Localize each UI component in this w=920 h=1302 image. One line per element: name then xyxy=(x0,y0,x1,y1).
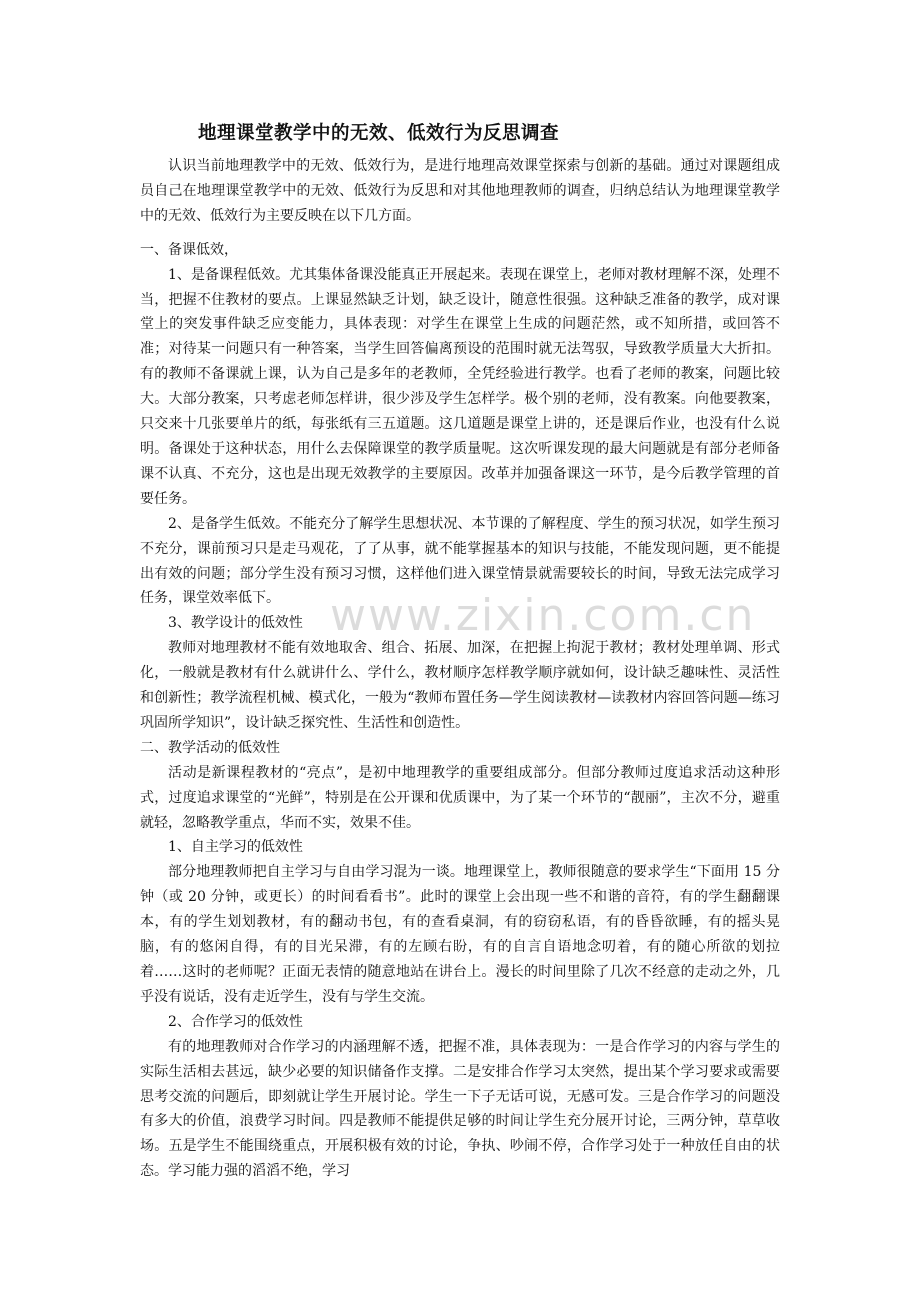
paragraph: 有的地理教师对合作学习的内涵理解不透，把握不准，具体表现为：一是合作学习的内容与学生的实际生活相去甚远，缺少必要的知识储备作支撑。二是安排合作学习太突然，提出某个学习要求或需要思考交流的问题后，即刻就让学生开展讨论。学生一下子无话可说，无感可发。三是合作学习的问题没有多大的价值，浪费学习时间。四是教师不能提供足够的时间让学生充分展开讨论，三两分钟，草草收场。五是学生不能围绕重点，开展积极有效的讨论，争执、吵闹不停，合作学习处于一种放任自由的状态。学习能力强的滔滔不绝，学习 xyxy=(140,1038,780,1180)
paragraph: 2、是备学生低效。不能充分了解学生思想状况、本节课的了解程度、学生的预习状况，如学生预习不充分，课前预习只是走马观花，了了从事，就不能掌握基本的知识与技能，不能发现问题，更不能提出有效的问题；部分学生没有预习习惯，这样他们进入课堂情景就需要较长的时间，导致无法完成学习任务，课堂效率低下。 xyxy=(140,515,780,607)
paragraph: 3、教学设计的低效性 xyxy=(168,615,303,632)
paragraph: 一、备课低效， xyxy=(140,241,238,258)
paragraph: 1、自主学习的低效性 xyxy=(168,839,303,856)
paragraph: 部分地理教师把自主学习与自由学习混为一谈。地理课堂上，教师很随意的要求学生“下面用 15 分钟（或 20 分钟，或更长）的时间看看书”。此时的课堂上会出现一些不和谐的音符，有的学生翻翻课本，有的学生划划教材，有的翻动书包，有的查看桌洞，有的窃窃私语，有的昏昏欲睡，有的摇头晃脑，有的悠闲自得，有的目光呆滞，有的左顾右盼，有的自言自语地念叨着，有的随心所欲的划拉着……这时的老师呢？正面无表情的随意地站在讲台上。漫长的时间里除了几次不经意的走动之外，几乎没有说话，没有走近学生，没有与学生交流。 xyxy=(140,864,780,1005)
paragraph: 2、合作学习的低效性 xyxy=(168,1013,303,1030)
document-page xyxy=(140,120,780,1184)
paragraph: 1、是备课程低效。尤其集体备课没能真正开展起来。表现在课堂上，老师对教材理解不深，处理不当，把握不住教材的要点。上课显然缺乏计划，缺乏设计，随意性很强。这种缺乏准备的教学，成对课堂上的突发事件缺乏应变能力，具体表现：对学生在课堂上生成的问题茫然，或不知所措，或回答不准；对待某一问题只有一种答案，当学生回答偏离预设的范围时就无法驾驭，导致教学质量大大折扣。有的教师不备课就上课，认为自己是多年的老教师，全凭经验进行教学。也看了老师的教案，问题比较大。大部分教案，只考虑老师怎样讲，很少涉及学生怎样学。极个别的老师，没有教案。向他要教案，只交来十几张要单片的纸，每张纸有三五道题。这几道题是课堂上讲的，还是课后作业，也没有什么说明。备课处于这种状态，用什么去保障课堂的教学质量呢。这次听课发现的最大问题就是有部分老师备课不认真、不充分，这也是出现无效教学的主要原因。改革并加强备课这一环节，是今后教学管理的首要任务。 xyxy=(140,266,780,507)
paragraph: 教师对地理教材不能有效地取舍、组合、拓展、加深，在把握上拘泥于教材；教材处理单调、形式化，一般就是教材有什么就讲什么、学什么，教材顺序怎样教学顺序就如何，设计缺乏趣味性、灵活性和创新性；教学流程机械、模式化，一般为“教师布置任务—学生阅读教材—读教材内容回答问题—练习巩固所学知识”，设计缺乏探究性、生活性和创造性。 xyxy=(140,640,780,731)
watermark: www.zixin.com.cn xyxy=(330,590,756,641)
paragraph: 活动是新课程教材的“亮点”，是初中地理教学的重要组成部分。但部分教师过度追求活动这种形式，过度追求课堂的“光鲜”，特别是在公开课和优质课中，为了某一个环节的“靓丽”，主次不分，避重就轻，忽略教学重点，华而不实，效果不佳。 xyxy=(140,764,780,831)
document-title: 地理课堂教学中的无效、低效行为反思调查 xyxy=(198,123,560,144)
paragraph: 二、教学活动的低效性 xyxy=(140,739,280,756)
paragraph: 认识当前地理教学中的无效、低效行为，是进行地理高效课堂探索与创新的基础。通过对课题组成员自己在地理课堂教学中的无效、低效行为反思和对其他地理教师的调查，归纳总结认为地理课堂教学中的无效、低效行为主要反映在以下几方面。 xyxy=(140,158,780,224)
document-body xyxy=(140,154,780,1184)
